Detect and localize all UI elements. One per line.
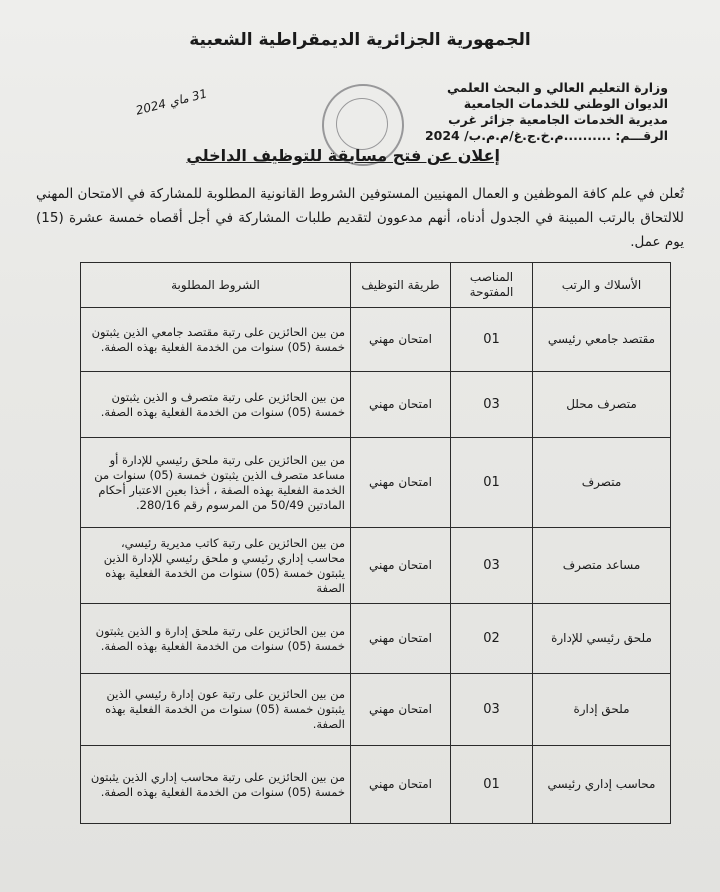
table-row: [81, 604, 671, 674]
rank-cell: متصرف محلل: [533, 372, 671, 438]
document-date: 31 ماي 2024: [134, 86, 209, 118]
conditions-cell: من بين الحائزين على رتبة عون إدارة رئيسي الذين يثبتون خمسة (05) سنوات من الخدمة الفعلية بهذه الصفة.: [81, 674, 351, 746]
rank-cell: ملحق إدارة: [533, 674, 671, 746]
conditions-cell: من بين الحائزين على رتبة ملحق إدارة و الذين يثبتون خمسة (05) سنوات من الخدمة الفعلية بهذه الصفة.: [81, 604, 351, 674]
reference-number: الرقـــم: ..........م.خ.ج.غ/م.م.ب/ 2024: [424, 128, 668, 143]
positions-cell: 01: [451, 746, 533, 824]
rank-cell: ملحق رئيسي للإدارة: [533, 604, 671, 674]
conditions-cell: من بين الحائزين على رتبة محاسب إداري الذين يثبتون خمسة (05) سنوات من الخدمة الفعلية بهذه الصفة.: [81, 746, 351, 824]
conditions-cell: من بين الحائزين على رتبة متصرف و الذين يثبتون خمسة (05) سنوات من الخدمة الفعلية بهذه الصفة.: [81, 372, 351, 438]
method-cell: امتحان مهني: [351, 372, 451, 438]
table-header-row: [81, 263, 671, 308]
header-rank: الأسلاك و الرتب: [533, 263, 671, 308]
positions-cell: 03: [451, 372, 533, 438]
method-cell: امتحان مهني: [351, 308, 451, 372]
method-cell: امتحان مهني: [351, 746, 451, 824]
method-cell: امتحان مهني: [351, 528, 451, 604]
directorate-name: مديرية الخدمات الجامعية جزائر غرب: [448, 112, 668, 127]
method-cell: امتحان مهني: [351, 674, 451, 746]
positions-cell: 03: [451, 674, 533, 746]
positions-cell: 01: [451, 438, 533, 528]
method-cell: امتحان مهني: [351, 604, 451, 674]
table-row: [81, 528, 671, 604]
announcement-title: إعلان عن فتح مسابقة للتوظيف الداخلي: [186, 146, 500, 165]
table-row: [81, 438, 671, 528]
rank-cell: محاسب إداري رئيسي: [533, 746, 671, 824]
conditions-cell: من بين الحائزين على رتبة ملحق رئيسي للإدارة أو مساعد متصرف الذين يثبتون خمسة (05) سنوات من الخدمة الفعلية بهذه الصفة ، أخذا بعين الاعتبار أحكام المادتين 50/49 من المرسوم رقم 280/16.: [81, 438, 351, 528]
header-conditions: الشروط المطلوبة: [81, 263, 351, 308]
positions-cell: 01: [451, 308, 533, 372]
table-row: [81, 308, 671, 372]
method-cell: امتحان مهني: [351, 438, 451, 528]
republic-header: الجمهورية الجزائرية الديمقراطية الشعبية: [189, 30, 531, 50]
header-method: طريقة التوظيف: [351, 263, 451, 308]
rank-cell: مساعد متصرف: [533, 528, 671, 604]
ministry-block: [408, 80, 668, 144]
conditions-cell: من بين الحائزين على رتبة مقتصد جامعي الذين يثبتون خمسة (05) سنوات من الخدمة الفعلية بهذه الصفة.: [81, 308, 351, 372]
positions-table: [80, 262, 671, 824]
conditions-cell: من بين الحائزين على رتبة كاتب مديرية رئيسي، محاسب إداري رئيسي و ملحق رئيسي للإدارة الذين يثبتون خمسة (05) سنوات من الخدمة الفعلية بهذه الصفة: [81, 528, 351, 604]
table-row: [81, 746, 671, 824]
table-row: [81, 674, 671, 746]
positions-cell: 02: [451, 604, 533, 674]
office-name: الديوان الوطني للخدمات الجامعية: [463, 96, 668, 111]
table-row: [81, 372, 671, 438]
header-positions: المناصب المفتوحة: [451, 263, 533, 308]
ministry-name: وزارة التعليم العالي و البحث العلمي: [446, 80, 668, 95]
announcement-intro: تُعلن في علم كافة الموظفين و العمال المهنيين المستوفين الشروط القانونية المطلوبة للمشاركة في الامتحان المهني للالتحاق بالرتب المبينة في الجدول أدناه، أنهم مدعوون لتقديم طلبات المشاركة في أجل أقصاه خمسة عشرة (15) يوم عمل.: [36, 186, 684, 250]
positions-cell: 03: [451, 528, 533, 604]
rank-cell: متصرف: [533, 438, 671, 528]
rank-cell: مقتصد جامعي رئيسي: [533, 308, 671, 372]
